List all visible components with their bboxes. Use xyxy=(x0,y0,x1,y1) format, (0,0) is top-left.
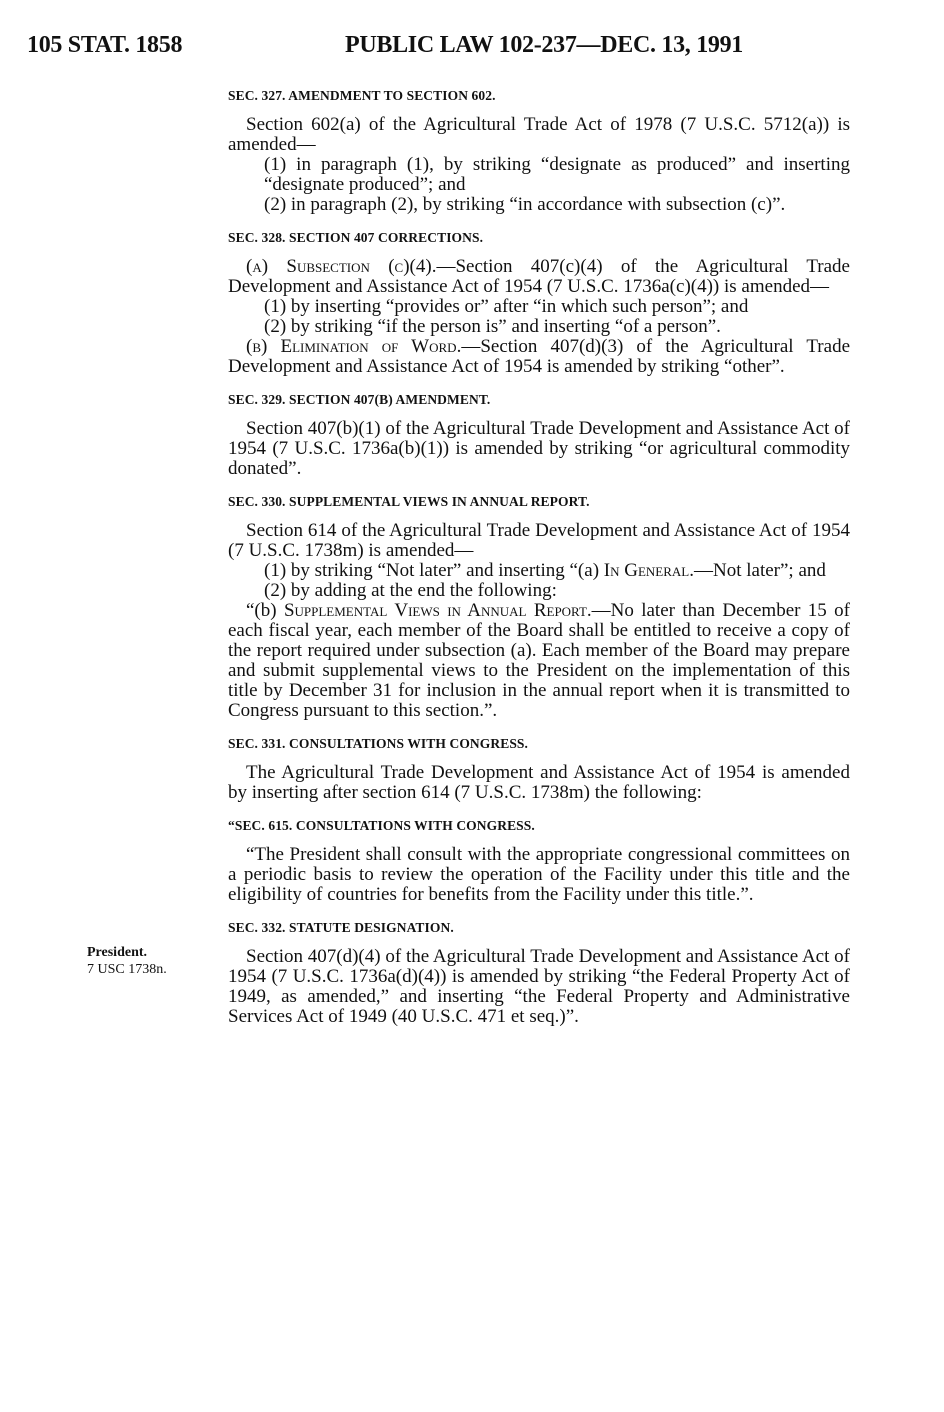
section-text: Section 407(b)(1) of the Agricultural Trade Development and Assistance Act of 1954 (7 U.S.C. 1736a(b)(1)) is amended by striking “or agricultural commodity donated”. xyxy=(228,418,850,479)
section-text: Section 614 of the Agricultural Trade Development and Assistance Act of 1954 (7 U.S.C. 1738m) is amended— xyxy=(228,520,850,561)
subsection-a-label: (a) Subsection (c)(4).— xyxy=(246,256,456,277)
quote-open: “(b) xyxy=(246,600,284,621)
list-item: (2) by adding at the end the following: xyxy=(264,580,557,601)
item-text: (1) by striking “Not later” and inserting “(a) xyxy=(264,560,604,581)
stat-page-number: 105 STAT. 1858 xyxy=(27,32,183,58)
section-332 xyxy=(228,918,850,1027)
list-item: (1) in paragraph (1), by striking “designate as produced” and inserting “designate produced”; and xyxy=(264,154,850,195)
section-heading: SEC. 332. STATUTE DESIGNATION. xyxy=(228,920,454,935)
list-item xyxy=(228,561,850,581)
quote-text: —No later than December 15 of each fiscal year, each member of the Board shall be entitled to receive a copy of the report required under subsection (a). Each member of the Board may prepare and submit supplemental views to the President on the implementation of this title by December 31 for inclusion in the annual report when it is transmitted to Congress pursuant to this section.”. xyxy=(228,600,850,721)
subsection-b-text: Section 407(d)(3) of the Agricultural Trade Development and Assistance Act of 1954 is amended by striking “other”. xyxy=(228,336,850,377)
quoted-subsection xyxy=(228,601,850,721)
subsection-b-label: (b) Elimination of Word.— xyxy=(246,336,481,357)
list-item: (2) by striking “if the person is” and inserting “of a person”. xyxy=(264,316,721,337)
section-heading: SEC. 327. AMENDMENT TO SECTION 602. xyxy=(228,88,496,103)
page-header xyxy=(27,32,747,68)
subsection-a-text: Section 407(c)(4) of the Agricultural Trade Development and Assistance Act of 1954 (7 U.S.C. 1736a(c)(4)) is amended— xyxy=(228,256,850,297)
margin-note-president: President. xyxy=(87,945,148,960)
section-330 xyxy=(228,492,850,721)
section-327 xyxy=(228,86,850,215)
margin-note xyxy=(87,944,207,978)
section-329 xyxy=(228,390,850,479)
subsection-b xyxy=(228,337,850,377)
section-615 xyxy=(228,816,850,905)
item-text: .—Not later”; and xyxy=(689,560,826,581)
margin-note-usc: 7 USC 1738n. xyxy=(87,962,167,977)
section-heading: SEC. 328. SECTION 407 CORRECTIONS. xyxy=(228,230,484,245)
list-item: (1) by inserting “provides or” after “in which such person”; and xyxy=(264,296,749,317)
item-small-caps: In General xyxy=(603,560,690,581)
section-heading: SEC. 329. SECTION 407(B) AMENDMENT. xyxy=(228,392,491,407)
section-heading: “SEC. 615. CONSULTATIONS WITH CONGRESS. xyxy=(228,818,535,833)
section-text: The Agricultural Trade Development and Assistance Act of 1954 is amended by inserting after section 614 (7 U.S.C. 1738m) the following: xyxy=(228,762,850,803)
section-heading: SEC. 330. SUPPLEMENTAL VIEWS IN ANNUAL REPORT. xyxy=(228,494,590,509)
section-heading: SEC. 331. CONSULTATIONS WITH CONGRESS. xyxy=(228,736,529,751)
subsection-a xyxy=(228,257,850,297)
public-law-title: PUBLIC LAW 102-237—DEC. 13, 1991 xyxy=(345,32,743,58)
document-body xyxy=(228,86,850,1040)
list-item: (2) in paragraph (2), by striking “in accordance with subsection (c)”. xyxy=(264,194,786,215)
section-331 xyxy=(228,734,850,803)
quote-label: Supplemental Views in Annual Report. xyxy=(283,600,592,621)
section-328 xyxy=(228,228,850,377)
section-text: Section 407(d)(4) of the Agricultural Trade Development and Assistance Act of 1954 (7 U.S.C. 1736a(d)(4)) is amended by striking “the Federal Property Act of 1949, as amended,” and inserting “the Federal Property and Administrative Services Act of 1949 (40 U.S.C. 471 et seq.)”. xyxy=(228,946,850,1027)
section-text: Section 602(a) of the Agricultural Trade Act of 1978 (7 U.S.C. 5712(a)) is amended— xyxy=(228,114,850,155)
section-text: “The President shall consult with the appropriate congressional committees on a periodic basis to review the operation of the Facility under this title and the eligibility of countries for benefits from the Facility under this title.”. xyxy=(228,844,850,905)
